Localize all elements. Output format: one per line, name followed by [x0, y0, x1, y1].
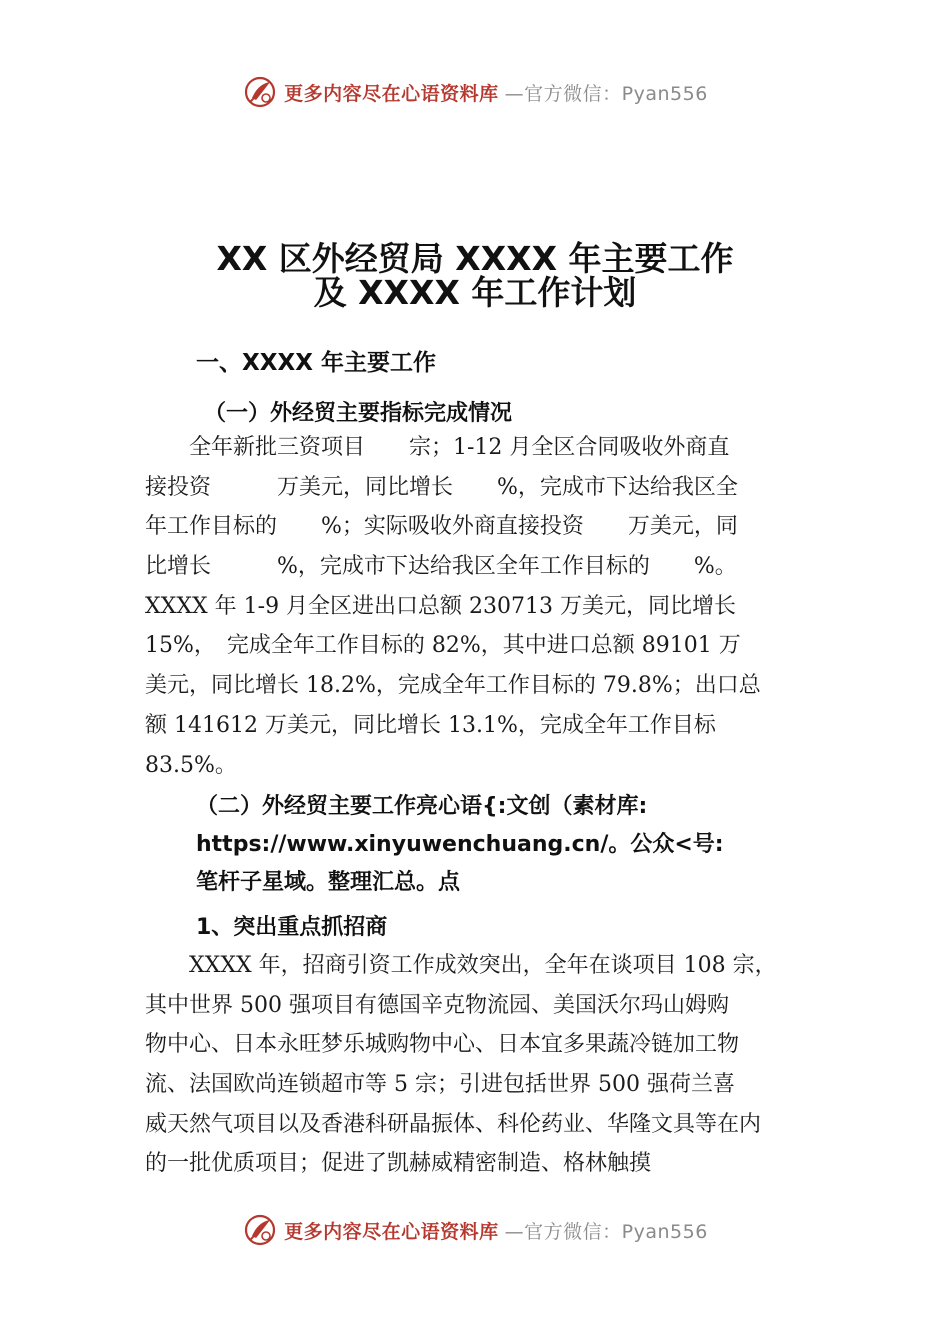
- text-line: 额 141612 万美元，同比增长 13.1%，完成全年工作目标: [145, 712, 716, 738]
- banner-content: [242, 1212, 708, 1248]
- brand-logo-icon: [242, 74, 278, 110]
- text-line: XXXX 年 1-9 月全区进出口总额 230713 万美元，同比增长: [145, 593, 737, 619]
- subsection-heading-2-line: （二）外经贸主要工作亮心语{:文创（素材库:: [196, 794, 648, 819]
- banner-content: [242, 74, 708, 110]
- text-line: 比增长 %，完成市下达给我区全年工作目标的 %。: [145, 554, 737, 580]
- text-line: 物中心、日本永旺梦乐城购物中心、日本宜多果蔬冷链加工物: [145, 1032, 740, 1058]
- banner-brand-text: 更多内容尽在心语资料库: [284, 1220, 499, 1243]
- header-watermark-banner: [0, 72, 950, 112]
- text-line: 流、法国欧尚连锁超市等 5 宗；引进包括世界 500 强荷兰喜: [145, 1072, 735, 1098]
- text-line: 年工作目标的 %；实际吸收外商直接投资 万美元，同: [145, 514, 738, 540]
- text-line: 83.5%。: [145, 752, 237, 778]
- text-line: 15%， 完成全年工作目标的 82%，其中进口总额 89101 万: [145, 633, 741, 659]
- brand-logo-icon: [242, 1212, 278, 1248]
- text-line: 威天然气项目以及香港科研晶振体、科伦药业、华隆文具等在内: [145, 1111, 762, 1137]
- banner-wechat-text: —官方微信：Pyan556: [504, 1220, 708, 1243]
- banner-brand-text: 更多内容尽在心语资料库: [284, 82, 499, 105]
- subsection-heading-1: （一）外经贸主要指标完成情况: [204, 401, 513, 426]
- section-heading-1: 一、XXXX 年主要工作: [196, 350, 436, 376]
- title-line-2: 及 XXXX 年工作计划: [313, 273, 637, 312]
- item-heading-1: 1、突出重点抓招商: [196, 915, 388, 940]
- footer-watermark-banner: [0, 1210, 950, 1250]
- text-line: XXXX 年，招商引资工作成效突出，全年在谈项目 108 宗，: [145, 953, 777, 978]
- subsection-heading-2-line: https://www.xinyuwenchuang.cn/。公众<号:: [196, 832, 724, 857]
- text-line: 美元，同比增长 18.2%，完成全年工作目标的 79.8%；出口总: [145, 673, 761, 699]
- text-line: 接投资 万美元，同比增长 %，完成市下达给我区全: [145, 474, 738, 500]
- banner-wechat-text: —官方微信：Pyan556: [504, 82, 708, 105]
- text-line: 全年新批三资项目 宗；1-12 月全区合同吸收外商直: [145, 435, 730, 460]
- paragraph-indicators: [145, 428, 825, 785]
- subsection-heading-2: [196, 788, 724, 902]
- title-line-1: XX 区外经贸局 XXXX 年主要工作: [216, 239, 734, 278]
- subsection-heading-2-line: 笔杆子星域。整理汇总。点: [196, 870, 461, 895]
- paragraph-investment: [145, 946, 825, 1184]
- text-line: 其中世界 500 强项目有德国辛克物流园、美国沃尔玛山姆购: [145, 992, 729, 1018]
- document-title: [0, 239, 950, 312]
- text-line: 的一批优质项目；促进了凯赫威精密制造、格林触摸: [145, 1151, 652, 1177]
